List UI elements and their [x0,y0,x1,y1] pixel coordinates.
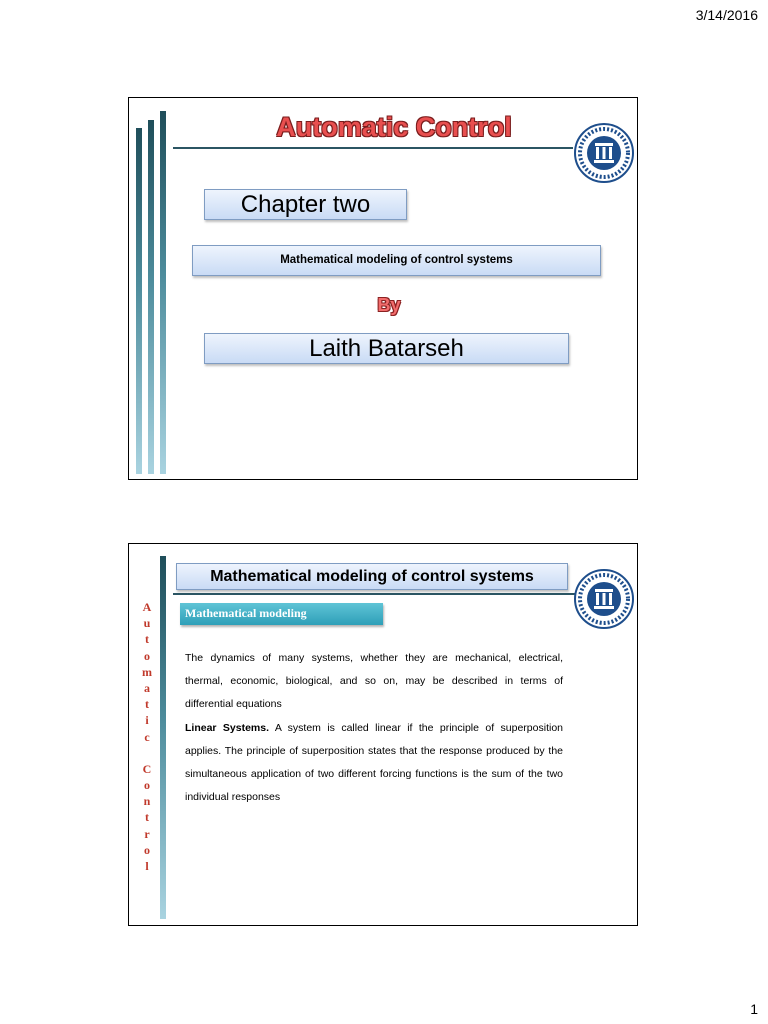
slide-title: Mathematical modeling of control systems [210,568,534,585]
subtitle-box [192,245,601,276]
slide-body [185,647,563,809]
by-label: By [377,295,401,315]
side-letter: A [142,600,152,614]
side-letter: t [145,632,149,647]
title-divider [173,593,575,595]
side-letter: n [143,794,151,809]
author-box [204,333,569,364]
paragraph-dynamics: The dynamics of many systems, whether they are mechanical, electrical, thermal, economic, biological, and so on, may be described in terms of differential equations [185,652,563,711]
subtitle-label: Mathematical modeling of control systems [280,254,513,266]
paragraph-linear-systems [185,717,563,810]
title-divider [173,147,573,149]
side-letter: t [145,810,149,825]
side-letter: l [145,859,149,874]
side-letter: r [144,826,150,841]
side-letter: o [144,842,150,857]
university-logo-icon [573,568,635,630]
vertical-side-text [138,599,156,874]
slide-1 [128,97,638,480]
side-letter: c [144,729,150,744]
linear-systems-text: A system is called linear if the principle of superposition applies. The principle of superposition states that the response produced by the simultaneous application of two different forcing functions is the sum of the two individual responses [185,721,563,804]
side-letter: m [142,664,152,679]
accent-bar [160,111,166,474]
university-logo-icon [573,122,635,184]
page-number: 1 [750,1001,758,1017]
section-label: Mathematical modeling [180,603,383,625]
side-letter [138,745,156,761]
side-letter: a [144,681,150,696]
side-letter: o [144,648,150,663]
side-letter: o [144,778,150,793]
chapter-label: Chapter two [240,191,371,218]
presentation-title: Automatic Control [276,112,512,142]
page-date: 3/14/2016 [695,7,758,23]
slide-2 [128,543,638,926]
linear-systems-heading: Linear Systems. [185,721,270,734]
side-letter: C [142,761,152,776]
accent-bar [136,128,142,474]
side-letter: i [145,713,149,728]
accent-bar [160,556,166,919]
chapter-box [204,189,407,220]
author-name: Laith Batarseh [309,335,464,362]
accent-bar [148,120,154,474]
side-letter: t [145,697,149,712]
side-letter: u [143,616,151,631]
slide-title-box [176,563,568,590]
